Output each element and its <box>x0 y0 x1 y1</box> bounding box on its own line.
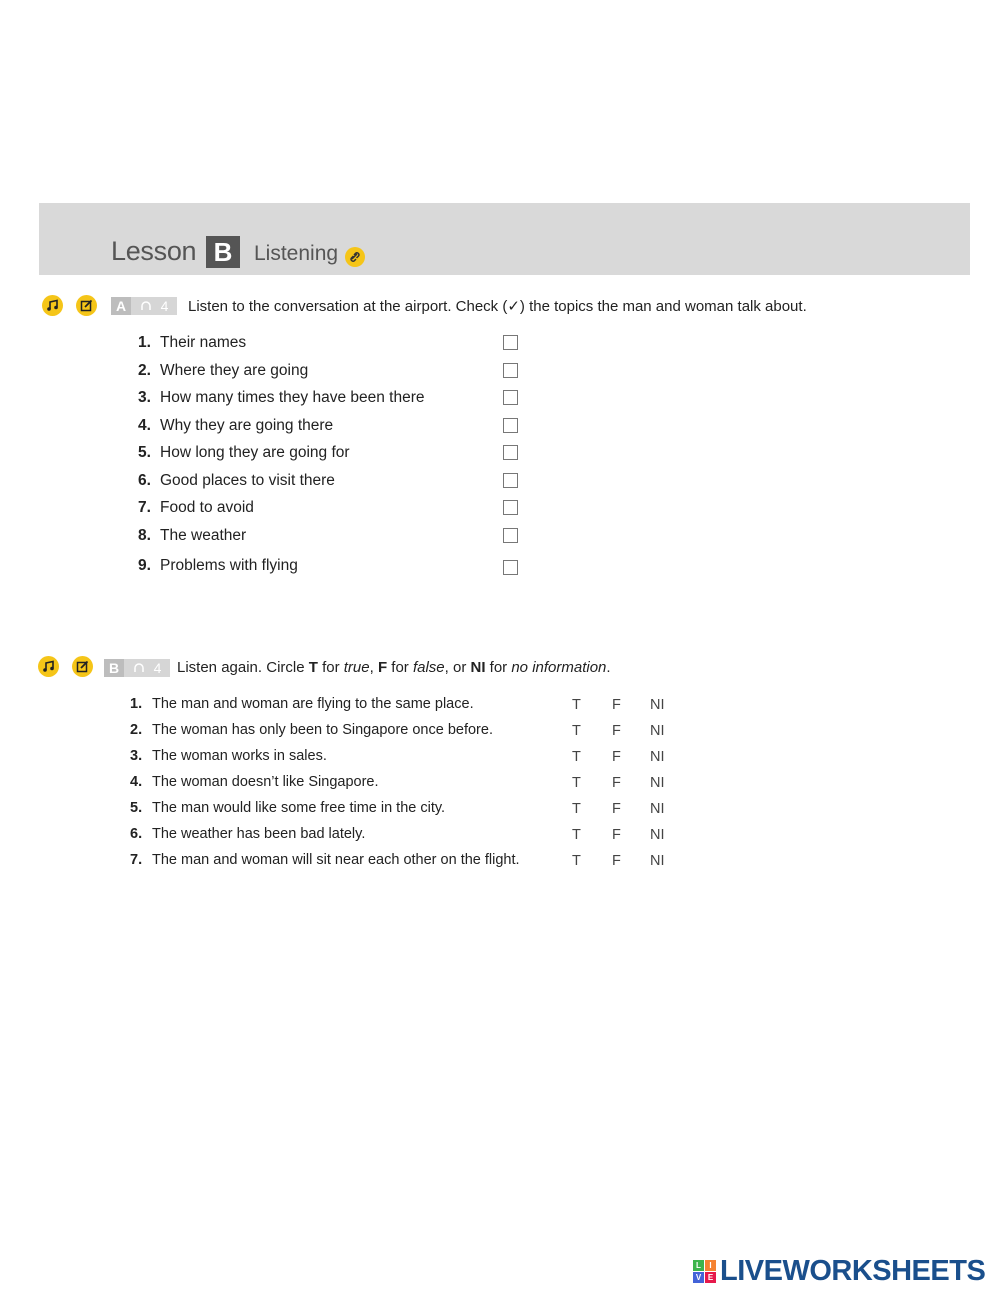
topic-checkbox-8[interactable] <box>503 528 518 543</box>
item-number: 8. <box>138 527 151 544</box>
item-text: How many times they have been there <box>160 389 425 406</box>
lesson-letter-box: B <box>206 236 240 268</box>
item-number: 3. <box>130 748 143 764</box>
edit-icon[interactable] <box>76 295 97 316</box>
topic-checkbox-7[interactable] <box>503 500 518 515</box>
option-ni-6[interactable]: NI <box>650 827 665 843</box>
option-ni-2[interactable]: NI <box>650 723 665 739</box>
list-item <box>138 444 350 466</box>
list-item <box>130 826 365 848</box>
item-number: 5. <box>130 800 143 816</box>
item-text: Food to avoid <box>160 499 254 516</box>
logo-letter: E <box>705 1272 716 1283</box>
item-number: 3. <box>138 389 151 406</box>
item-number: 5. <box>138 444 151 461</box>
option-ni-3[interactable]: NI <box>650 749 665 765</box>
option-t-4[interactable]: T <box>572 775 581 791</box>
exercise-a-track <box>131 297 177 315</box>
list-item <box>138 334 246 356</box>
headphones-icon <box>140 300 152 312</box>
list-item <box>130 800 445 822</box>
exercise-b-tag <box>104 659 170 677</box>
topic-checkbox-6[interactable] <box>503 473 518 488</box>
item-number: 7. <box>138 499 151 516</box>
item-number: 7. <box>130 852 143 868</box>
exercise-a-track-number: 4 <box>160 298 169 314</box>
brand-name: LIVEWORKSHEETS <box>720 1255 986 1287</box>
item-number: 4. <box>130 774 143 790</box>
option-t-7[interactable]: T <box>572 853 581 869</box>
topic-checkbox-9[interactable] <box>503 560 518 575</box>
audio-note-icon[interactable] <box>38 656 59 677</box>
exercise-b-letter: B <box>104 659 124 677</box>
item-text: The woman has only been to Singapore once before. <box>152 722 493 738</box>
option-t-3[interactable]: T <box>572 749 581 765</box>
lesson-label: Lesson <box>111 236 197 266</box>
list-item <box>138 389 425 411</box>
option-f-5[interactable]: F <box>612 801 621 817</box>
item-text: The weather has been bad lately. <box>152 826 366 842</box>
option-f-6[interactable]: F <box>612 827 621 843</box>
option-t-2[interactable]: T <box>572 723 581 739</box>
logo-letter: L <box>693 1260 704 1271</box>
liveworksheets-logo <box>693 1255 985 1288</box>
headphones-icon <box>133 662 145 674</box>
item-number: 9. <box>138 557 151 574</box>
edit-icon[interactable] <box>72 656 93 677</box>
topic-checkbox-4[interactable] <box>503 418 518 433</box>
list-item <box>138 499 254 521</box>
list-item <box>138 527 246 549</box>
item-number: 4. <box>138 417 151 434</box>
option-ni-5[interactable]: NI <box>650 801 665 817</box>
logo-blocks <box>693 1260 716 1283</box>
option-ni-4[interactable]: NI <box>650 775 665 791</box>
logo-letter: I <box>705 1260 716 1271</box>
list-item <box>138 417 333 439</box>
exercise-a-instruction: Listen to the conversation at the airport. Check (✓) the topics the man and woman talk about. <box>188 298 807 315</box>
item-text: The man and woman will sit near each other on the flight. <box>152 852 520 868</box>
option-f-3[interactable]: F <box>612 749 621 765</box>
item-text: The woman works in sales. <box>152 748 327 764</box>
exercise-a-tag <box>111 297 177 315</box>
item-text: The man and woman are flying to the same place. <box>152 696 474 712</box>
option-f-7[interactable]: F <box>612 853 621 869</box>
exercise-b-instruction: Listen again. Circle T for true, F for false, or NI for no information. <box>177 659 611 676</box>
topic-checkbox-2[interactable] <box>503 363 518 378</box>
option-t-6[interactable]: T <box>572 827 581 843</box>
audio-note-icon[interactable] <box>42 295 63 316</box>
list-item <box>130 774 379 796</box>
option-f-2[interactable]: F <box>612 723 621 739</box>
link-icon[interactable] <box>345 247 365 267</box>
list-item <box>130 722 493 744</box>
exercise-a-letter: A <box>111 297 131 315</box>
item-text: Why they are going there <box>160 417 334 434</box>
topic-checkbox-5[interactable] <box>503 445 518 460</box>
list-item <box>130 696 474 718</box>
topic-checkbox-1[interactable] <box>503 335 518 350</box>
item-text: The weather <box>160 527 247 544</box>
item-number: 1. <box>138 334 151 351</box>
topic-checkbox-3[interactable] <box>503 390 518 405</box>
option-f-1[interactable]: F <box>612 697 621 713</box>
option-ni-7[interactable]: NI <box>650 853 665 869</box>
item-text: Where they are going <box>160 362 309 379</box>
item-text: Their names <box>160 334 247 351</box>
item-number: 2. <box>138 362 151 379</box>
item-text: The man would like some free time in the city. <box>152 800 446 816</box>
option-ni-1[interactable]: NI <box>650 697 665 713</box>
item-text: Problems with flying <box>160 557 298 574</box>
list-item <box>130 748 327 770</box>
item-text: How long they are going for <box>160 444 350 461</box>
item-number: 1. <box>130 696 143 712</box>
item-text: Good places to visit there <box>160 472 335 489</box>
exercise-b-track <box>124 659 170 677</box>
item-number: 6. <box>130 826 143 842</box>
logo-letter: V <box>693 1272 704 1283</box>
section-title: Listening <box>254 242 339 265</box>
option-t-5[interactable]: T <box>572 801 581 817</box>
item-text: The woman doesn’t like Singapore. <box>152 774 379 790</box>
item-number: 6. <box>138 472 151 489</box>
option-f-4[interactable]: F <box>612 775 621 791</box>
list-item <box>138 557 298 579</box>
list-item <box>130 852 520 874</box>
item-number: 2. <box>130 722 143 738</box>
option-t-1[interactable]: T <box>572 697 581 713</box>
exercise-b-track-number: 4 <box>153 660 162 676</box>
list-item <box>138 472 335 494</box>
list-item <box>138 362 308 384</box>
